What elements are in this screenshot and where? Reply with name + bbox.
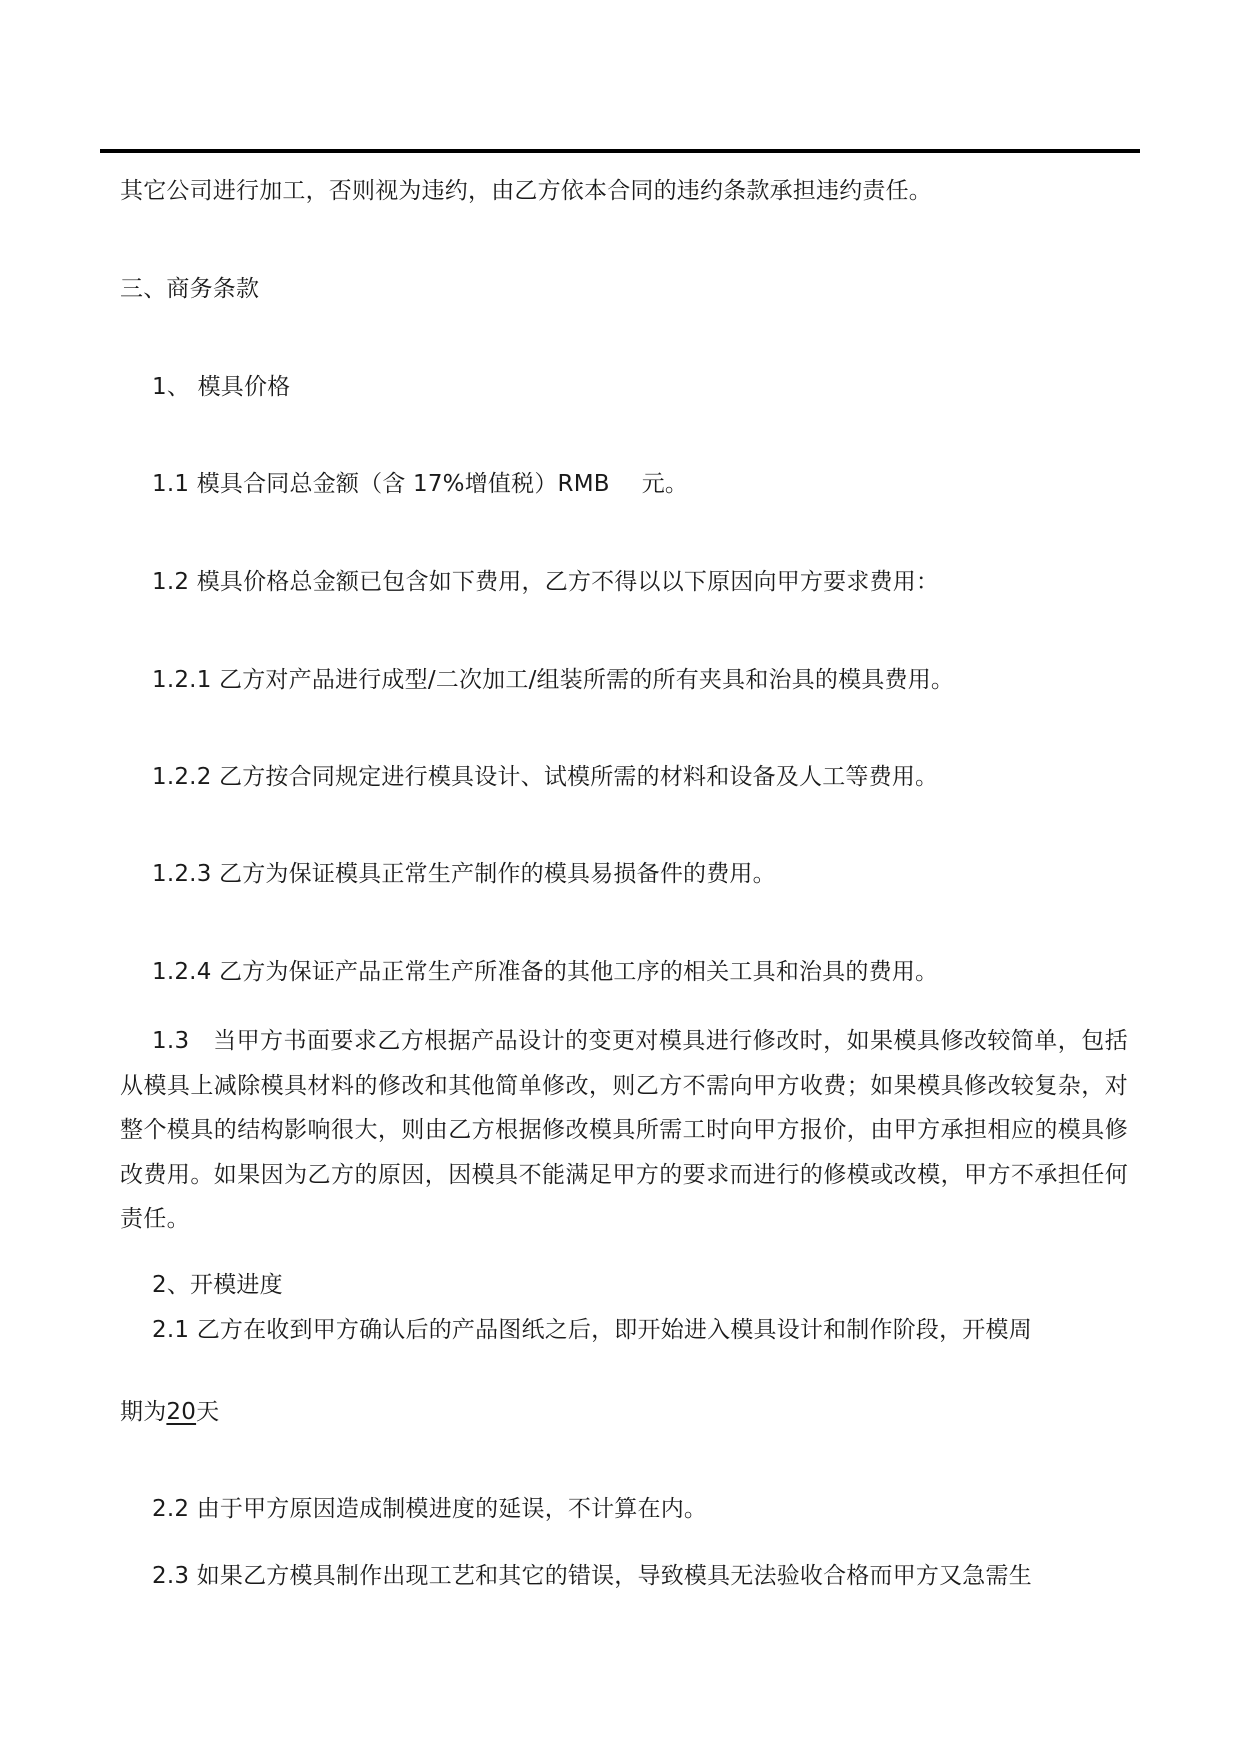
clause-text: 期为 (120, 1399, 167, 1425)
clause-2-3: 2.3 如果乙方模具制作出现工艺和其它的错误，导致模具无法验收合格而甲方又急需生 (152, 1563, 1032, 1589)
clause-1-2-2: 1.2.2 乙方按合同规定进行模具设计、试模所需的材料和设备及人工等费用。 (152, 764, 939, 790)
days-value: 20 (166, 1399, 197, 1425)
section-heading: 三、商务条款 (120, 276, 260, 302)
clause-2-1-cont (120, 1395, 219, 1429)
clause-1-2: 1.2 模具价格总金额已包含如下费用，乙方不得以以下原因向甲方要求费用： (152, 569, 940, 595)
item-title: 模具价格 (197, 374, 291, 400)
item-heading (152, 370, 290, 404)
clause-2-1: 2.1 乙方在收到甲方确认后的产品图纸之后，即开始进入模具设计和制作阶段，开模周 (152, 1317, 1032, 1343)
clause-text: 元。 (641, 471, 689, 497)
clause-1-1 (152, 467, 688, 501)
item-heading: 2、开模进度 (152, 1272, 283, 1298)
clause-text: 1.1 模具合同总金额（含 17%增值税）RMB (152, 471, 610, 497)
item-number: 1、 (152, 374, 191, 400)
clause-1-2-1: 1.2.1 乙方对产品进行成型/二次加工/组装所需的所有夹具和治具的模具费用。 (152, 667, 955, 693)
clause-text: 天 (196, 1399, 220, 1425)
header-rule (100, 149, 1140, 153)
clause-1-2-4: 1.2.4 乙方为保证产品正常生产所准备的其他工序的相关工具和治具的费用。 (152, 959, 939, 985)
clause-2-2: 2.2 由于甲方原因造成制模进度的延误，不计算在内。 (152, 1496, 708, 1522)
text-line: 其它公司进行加工，否则视为违约，由乙方依本合同的违约条款承担违约责任。 (120, 178, 932, 204)
clause-1-3: 1.3 当甲方书面要求乙方根据产品设计的变更对模具进行修改时，如果模具修改较简单，包括从模具上减除模具材料的修改和其他简单修改，则乙方不需向甲方收费；如果模具修改较复杂，对整个模具的结构影响很大，则由乙方根据修改模具所需工时向甲方报价，由甲方承担相应的模具修改费用。如果因为乙方的原因，因模具不能满足甲方的要求而进行的修模或改模，甲方不承担任何责任。 (120, 1028, 1128, 1233)
clause-1-2-3: 1.2.3 乙方为保证模具正常生产制作的模具易损备件的费用。 (152, 861, 776, 887)
